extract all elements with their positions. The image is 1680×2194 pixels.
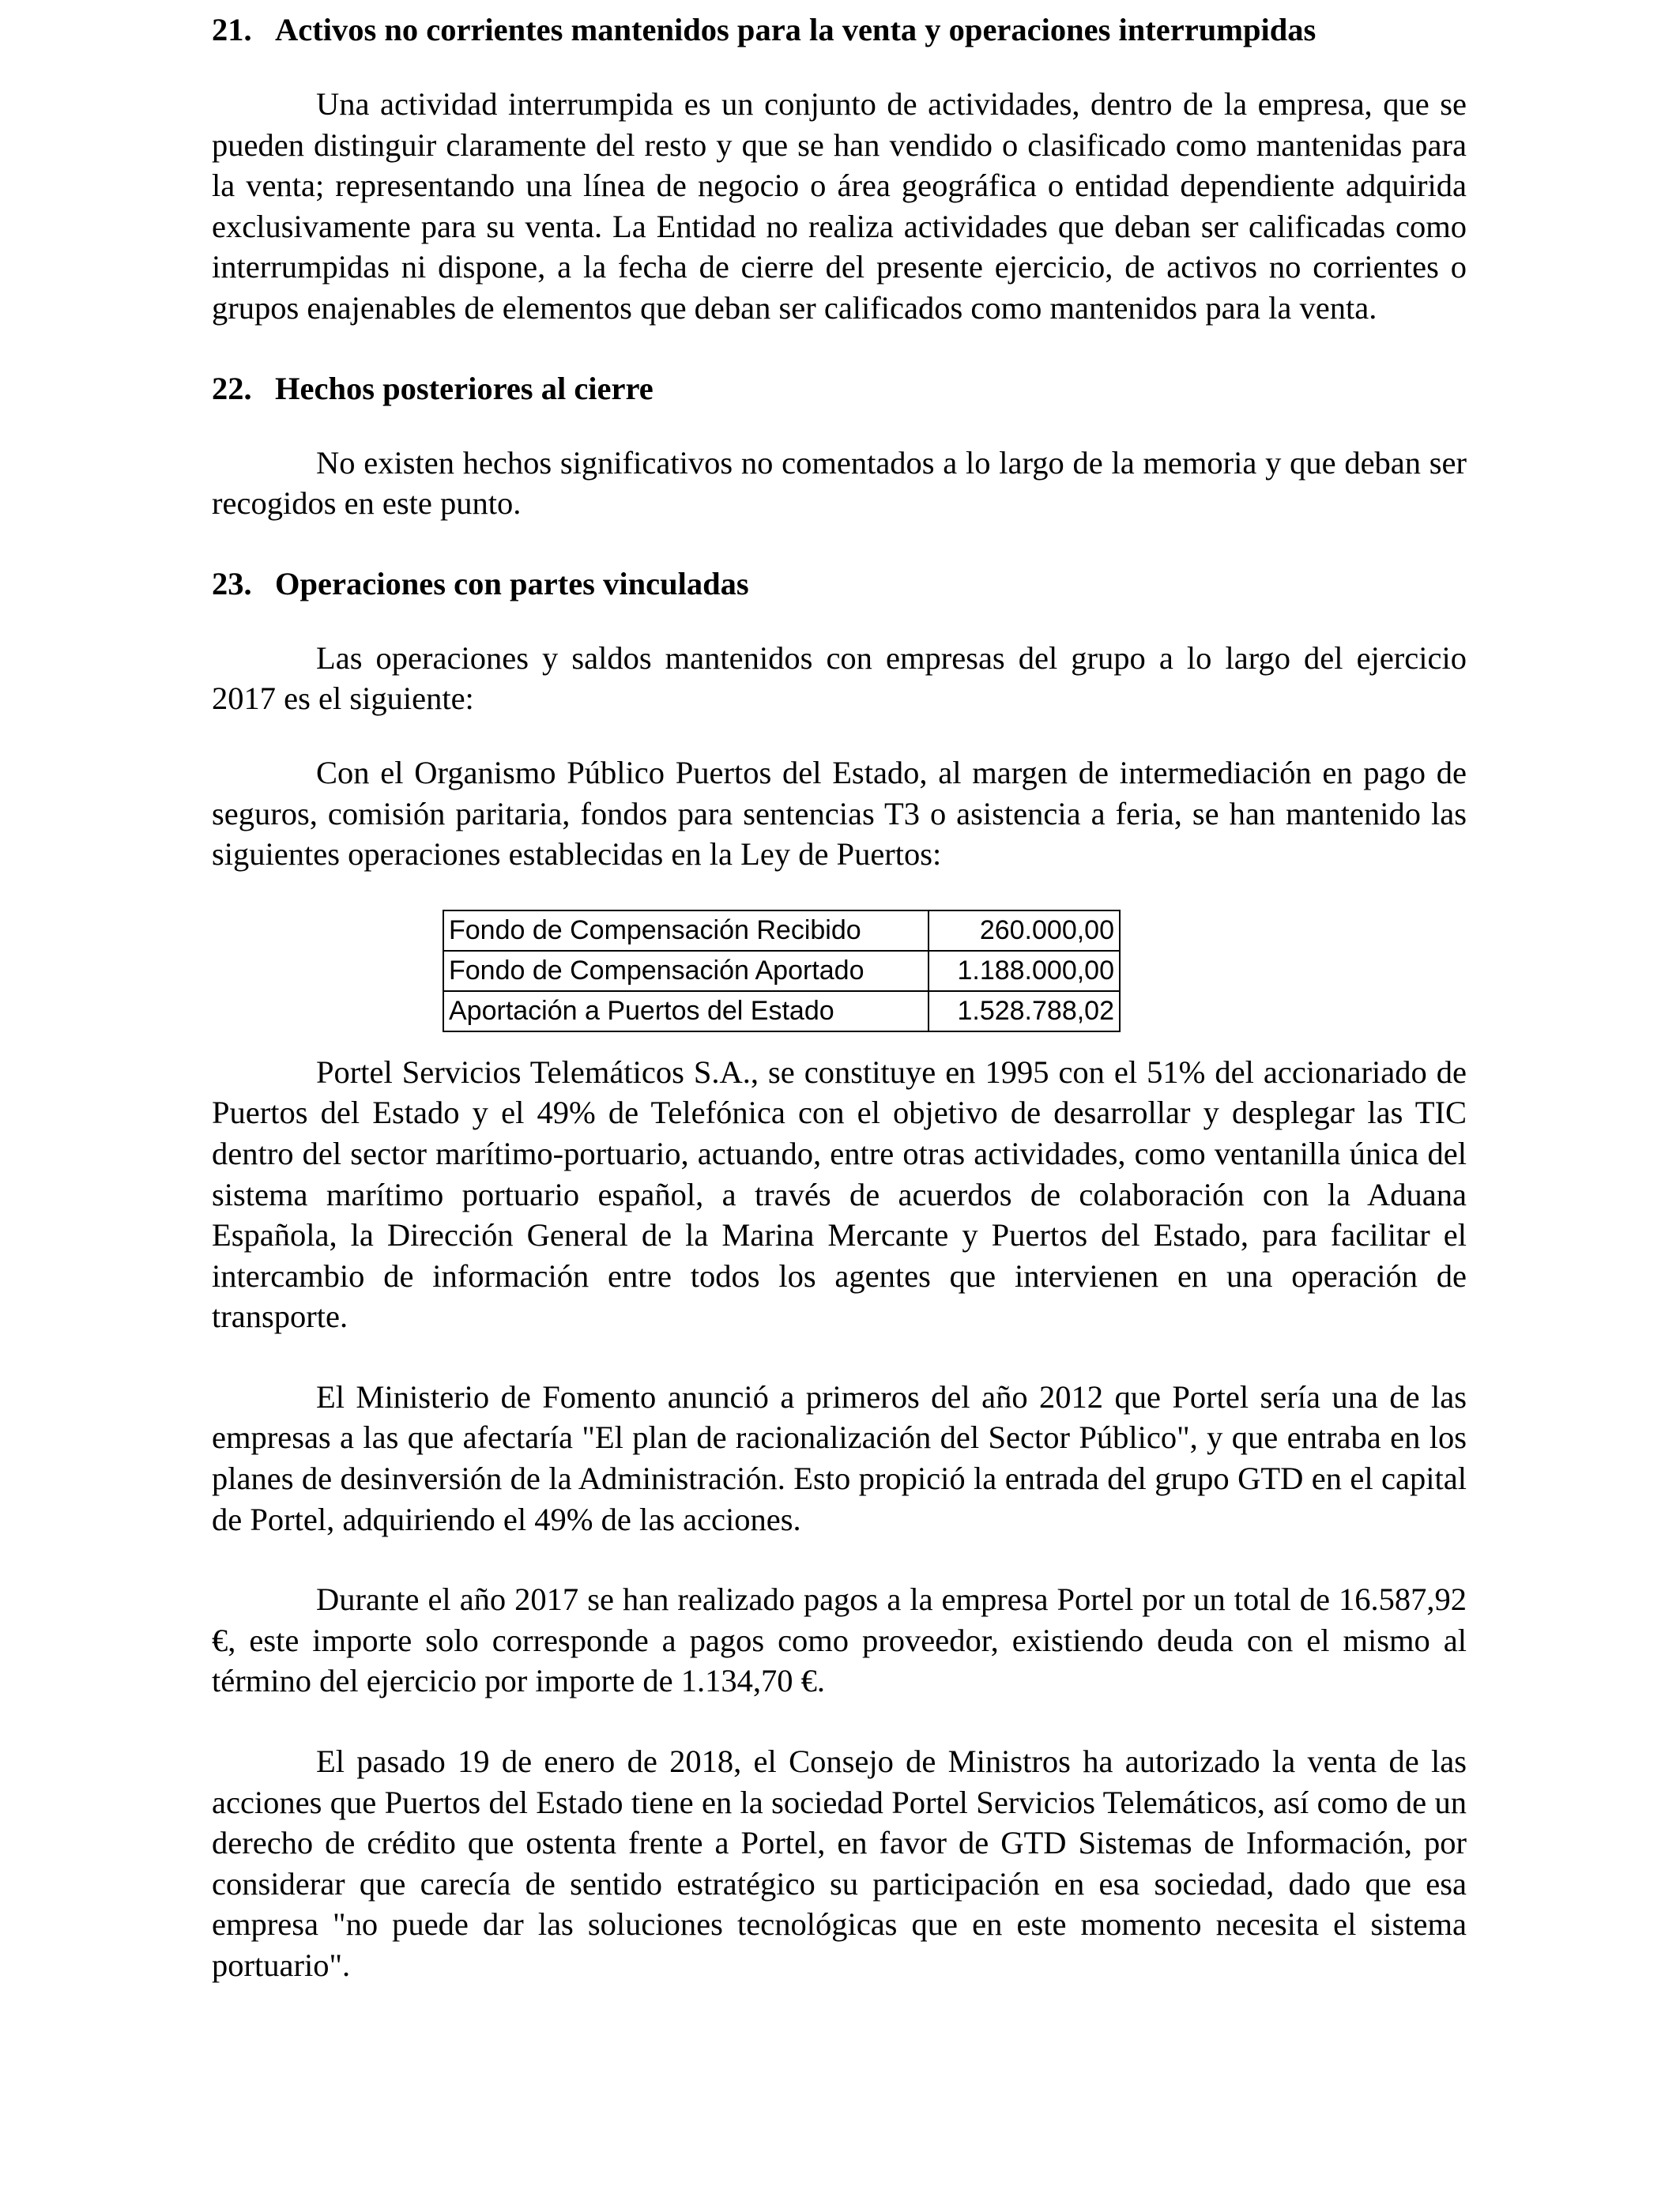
document-page <box>212 9 1467 1986</box>
section-heading-21 <box>212 9 1467 51</box>
section-title: Operaciones con partes vinculadas <box>275 565 749 601</box>
section-number: 23. <box>212 565 252 601</box>
table-row <box>443 910 1120 951</box>
table-container <box>212 875 1467 1052</box>
funds-table <box>443 910 1121 1032</box>
row-value: 1.528.788,02 <box>929 991 1120 1031</box>
row-label: Fondo de Compensación Aportado <box>443 951 929 991</box>
paragraph: El pasado 19 de enero de 2018, el Consejo de Ministros ha autorizado la venta de las acciones que Puertos del Estado tiene en la sociedad Portel Servicios Telemáticos, así como de un derecho de crédito que ostenta frente a Portel, en favor de GTD Sistemas de Información, por considerar que carecía de sentido estratégico su participación en esa sociedad, dado que esa empresa "no puede dar las soluciones tecnológicas que en este momento necesita el sistema portuario". <box>212 1744 1467 1983</box>
row-label: Fondo de Compensación Recibido <box>443 910 929 951</box>
paragraph: No existen hechos significativos no comentados a lo largo de la memoria y que deban ser recogidos en este punto. <box>212 444 1467 522</box>
table-row <box>443 991 1120 1031</box>
paragraph: Con el Organismo Público Puertos del Estado, al margen de intermediación en pago de seguros, comisión paritaria, fondos para sentencias T3 o asistencia a feria, se han mantenido las siguientes operaciones establecidas en la Ley de Puertos: <box>212 754 1467 873</box>
row-value: 1.188.000,00 <box>929 951 1120 991</box>
paragraph: Una actividad interrumpida es un conjunto de actividades, dentro de la empresa, que se pueden distinguir claramente del resto y que se han vendido o clasificado como mantenidas para la venta; representando una línea de negocio o área geográfica o entidad dependiente adquirida exclusivamente para su venta. La Entidad no realiza actividades que deban ser calificadas como interrumpidas ni dispone, a la fecha de cierre del presente ejercicio, de activos no corrientes o grupos enajenables de elementos que deban ser calificados como mantenidos para la venta. <box>212 86 1467 326</box>
section-number: 21. <box>212 12 252 47</box>
section-number: 22. <box>212 370 252 406</box>
section-heading-23 <box>212 564 1467 605</box>
paragraph: Portel Servicios Telemáticos S.A., se constituye en 1995 con el 51% del accionariado de Puertos del Estado y el 49% de Telefónica con el objetivo de desarrollar y desplegar las TIC dentro del sector marítimo-portuario, actuando, entre otras actividades, como ventanilla única del sistema marítimo portuario español, a través de acuerdos de colaboración con la Aduana Española, la Dirección General de la Marina Mercante y Puertos del Estado, para facilitar el intercambio de información entre todos los agentes que intervienen en una operación de transporte. <box>212 1054 1467 1335</box>
paragraph: Durante el año 2017 se han realizado pagos a la empresa Portel por un total de 16.587,92 €, este importe solo corresponde a pagos como proveedor, existiendo deuda con el mismo al término del ejercicio por importe de 1.134,70 €. <box>212 1581 1467 1699</box>
section-title: Activos no corrientes mantenidos para la venta y operaciones interrumpidas <box>275 12 1317 47</box>
table-row <box>443 951 1120 991</box>
section-heading-22 <box>212 368 1467 409</box>
row-value: 260.000,00 <box>929 910 1120 951</box>
paragraph: Las operaciones y saldos mantenidos con empresas del grupo a lo largo del ejercicio 2017 es el siguiente: <box>212 639 1467 717</box>
section-title: Hechos posteriores al cierre <box>275 370 654 406</box>
row-label: Aportación a Puertos del Estado <box>443 991 929 1031</box>
paragraph: El Ministerio de Fomento anunció a primeros del año 2012 que Portel sería una de las empresas a las que afectaría "El plan de racionalización del Sector Público", y que entraba en los planes de desinversión de la Administración. Esto propició la entrada del grupo GTD en el capital de Portel, adquiriendo el 49% de las acciones. <box>212 1378 1467 1537</box>
